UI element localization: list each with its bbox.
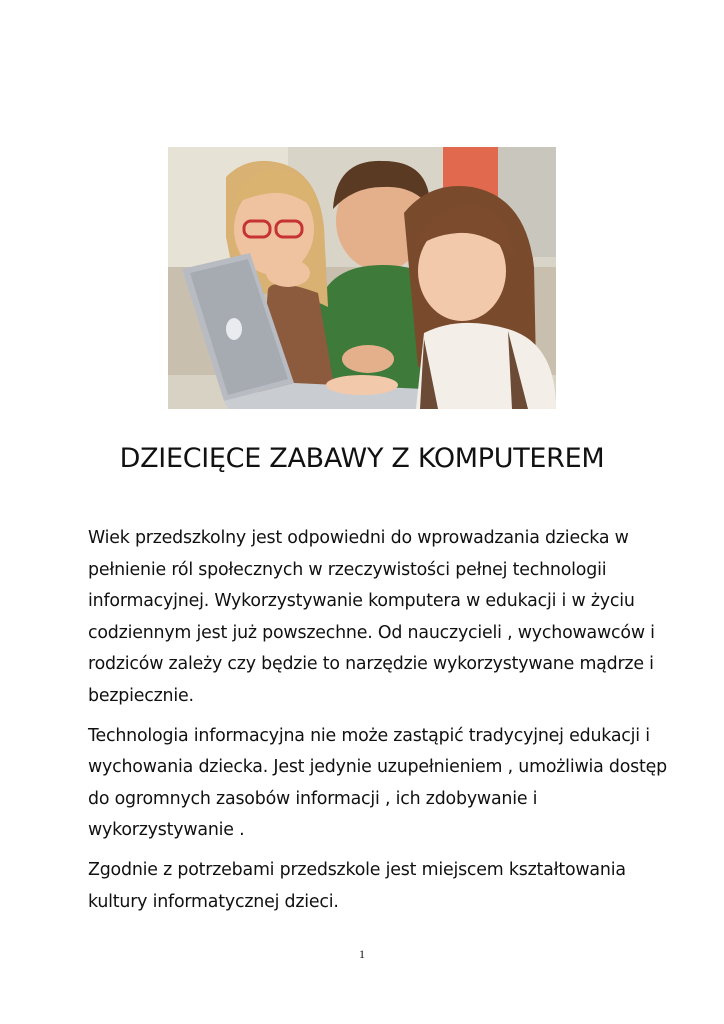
document-body — [88, 523, 668, 926]
paragraph-2: Technologia informacyjna nie może zastąpić tradycyjnej edukacji i wychowania dziecka. Jest jedynie uzupełnieniem , umożliwia dostęp do ogromnych zasobów informacji , ich zdobywanie i wykorzystywanie . — [88, 725, 667, 841]
paragraph-1: Wiek przedszkolny jest odpowiedni do wprowadzania dziecka w pełnienie ról społecznych w rzeczywistości pełnej technologii informacyjnej. Wykorzystywanie komputera w edukacji i w życiu codziennym jest już powszechne. Od nauczycieli , wychowawców i rodziców zależy czy będzie to narzędzie wykorzystywane mądrze i bezpiecznie. — [88, 528, 655, 706]
document-title: DZIECIĘCE ZABAWY Z KOMPUTEREM — [119, 443, 605, 474]
page-number: 1 — [359, 947, 365, 961]
children-laptop-photo — [168, 147, 556, 409]
paragraph-3: Zgodnie z potrzebami przedszkole jest miejscem kształtowania kultury informatycznej dzieci. — [88, 859, 626, 912]
